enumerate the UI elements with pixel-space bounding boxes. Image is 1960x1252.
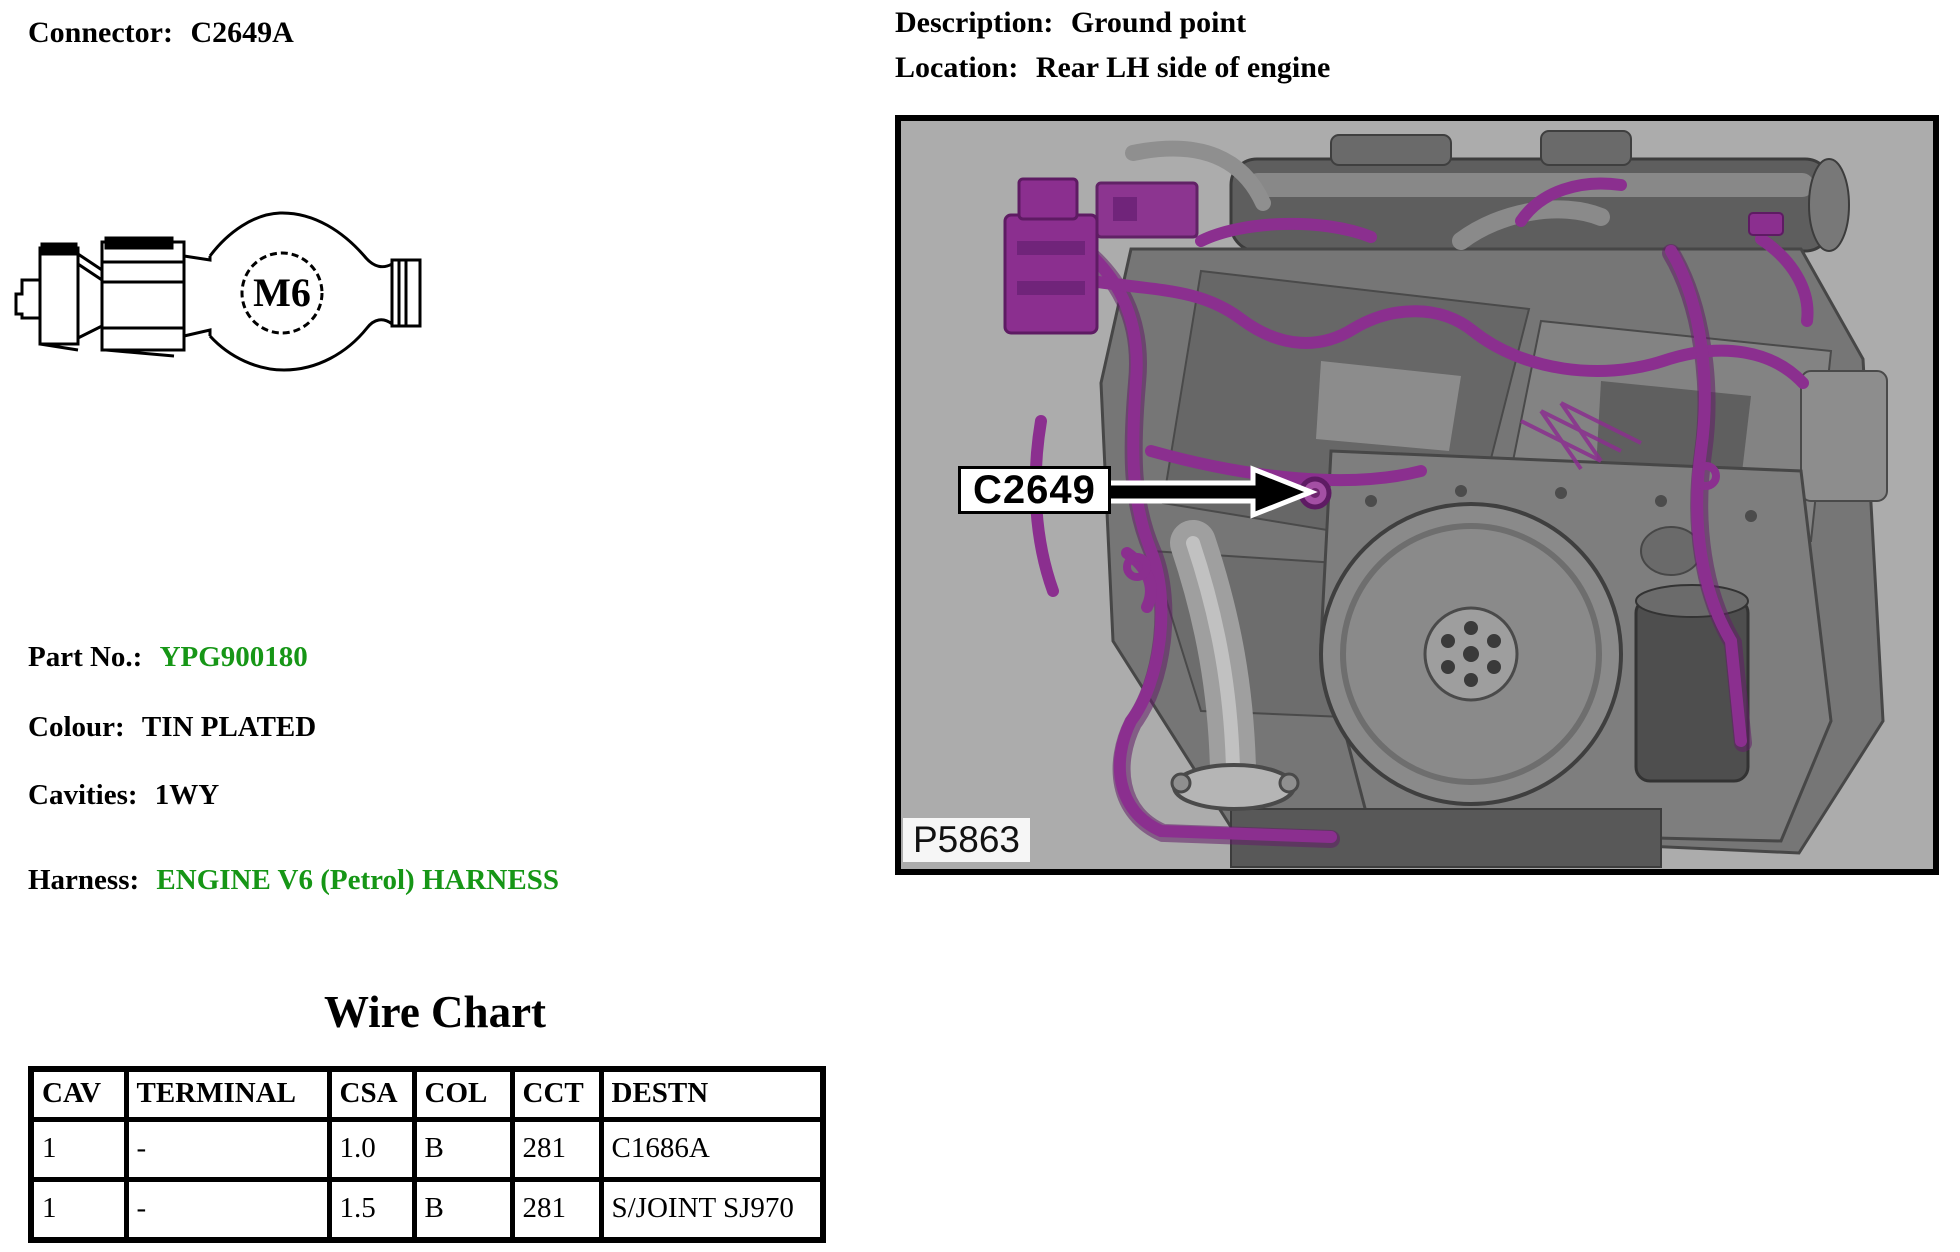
ring-size-marking: M6 bbox=[253, 270, 311, 315]
photo-id-label: P5863 bbox=[903, 818, 1030, 862]
wire-chart-table bbox=[28, 1066, 826, 1243]
cell-col: B bbox=[414, 1120, 512, 1180]
table-row bbox=[31, 1180, 823, 1240]
field-colour bbox=[28, 711, 316, 744]
cell-cct: 281 bbox=[512, 1120, 601, 1180]
cell-cct: 281 bbox=[512, 1180, 601, 1240]
cell-col: B bbox=[414, 1180, 512, 1240]
connector-heading bbox=[28, 16, 294, 50]
description-label: Description: bbox=[895, 6, 1054, 39]
field-harness bbox=[28, 864, 559, 897]
field-colour-value: TIN PLATED bbox=[141, 711, 317, 743]
cell-csa: 1.5 bbox=[329, 1180, 414, 1240]
wire-chart-header-row bbox=[31, 1069, 823, 1120]
cell-terminal: - bbox=[126, 1180, 329, 1240]
field-harness-label: Harness: bbox=[28, 864, 140, 896]
field-cavities bbox=[28, 779, 219, 812]
col-header-col: COL bbox=[414, 1069, 512, 1120]
field-cavities-label: Cavities: bbox=[28, 779, 138, 811]
field-part-no-value: YPG900180 bbox=[159, 641, 308, 673]
col-header-cav: CAV bbox=[31, 1069, 126, 1120]
location-line bbox=[895, 51, 1330, 85]
col-header-terminal: TERMINAL bbox=[126, 1069, 329, 1120]
field-part-no-label: Part No.: bbox=[28, 641, 143, 673]
description-line bbox=[895, 6, 1246, 40]
connector-heading-value: C2649A bbox=[190, 16, 294, 49]
col-header-cct: CCT bbox=[512, 1069, 601, 1120]
connector-terminal-drawing bbox=[14, 198, 444, 393]
cell-destn: S/JOINT SJ970 bbox=[601, 1180, 823, 1240]
location-label: Location: bbox=[895, 51, 1019, 84]
col-header-csa: CSA bbox=[329, 1069, 414, 1120]
col-header-destn: DESTN bbox=[601, 1069, 823, 1120]
field-harness-value: ENGINE V6 (Petrol) HARNESS bbox=[156, 864, 559, 896]
connector-heading-label: Connector: bbox=[28, 16, 173, 49]
cell-cav: 1 bbox=[31, 1120, 126, 1180]
cell-terminal: - bbox=[126, 1120, 329, 1180]
field-part-no bbox=[28, 641, 308, 674]
cell-csa: 1.0 bbox=[329, 1120, 414, 1180]
description-value: Ground point bbox=[1070, 6, 1247, 39]
location-value: Rear LH side of engine bbox=[1035, 51, 1331, 84]
field-cavities-value: 1WY bbox=[154, 779, 220, 811]
table-row bbox=[31, 1120, 823, 1180]
field-colour-label: Colour: bbox=[28, 711, 125, 743]
connector-callout-label: C2649 bbox=[958, 466, 1111, 514]
cell-cav: 1 bbox=[31, 1180, 126, 1240]
wire-chart-title: Wire Chart bbox=[323, 987, 547, 1037]
cell-destn: C1686A bbox=[601, 1120, 823, 1180]
